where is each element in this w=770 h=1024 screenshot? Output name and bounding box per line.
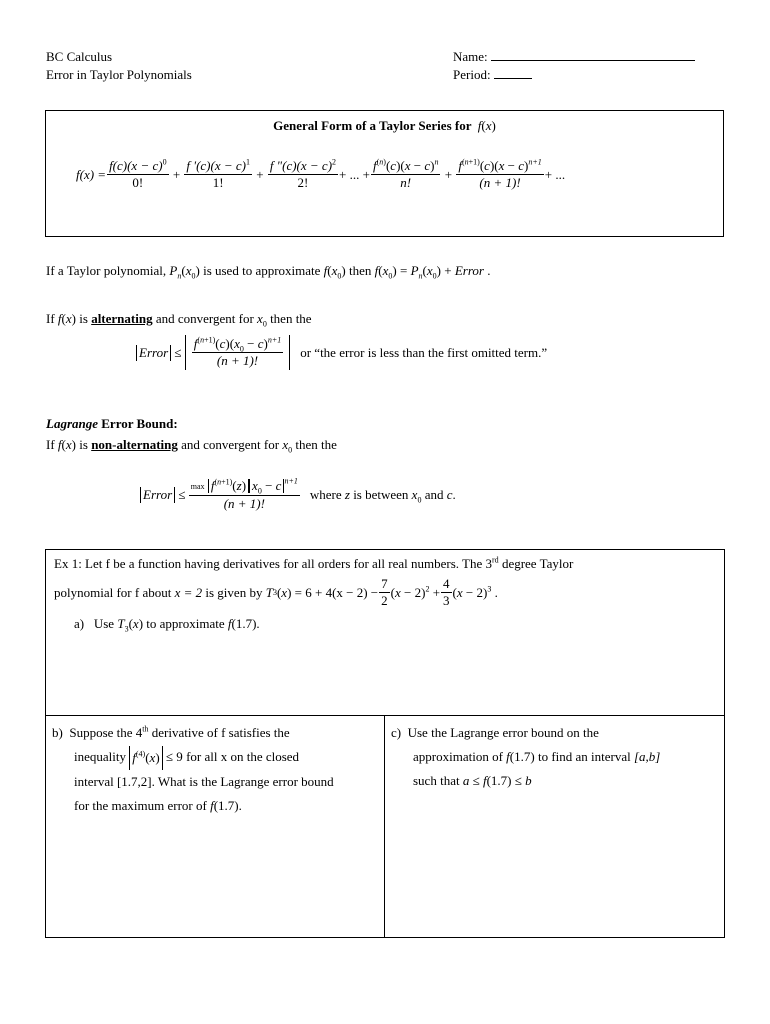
series-tail: + ...	[544, 166, 566, 182]
formula-lhs: f(x) =	[76, 166, 107, 182]
student-info	[453, 48, 695, 84]
alternating-keyword: alternating	[91, 311, 153, 326]
period-label: Period:	[453, 67, 491, 82]
part-b-question: b) Suppose the 4th derivative of f satisfies the inequality $f^{(4)}(x) \le 9$ for all x on the closed interval [1.7,2]. What is the Lagrange error bound for the maximum error of f(1.7).	[52, 724, 334, 814]
part-c-answer-area[interactable]	[391, 800, 719, 933]
term-2: $\frac{f "(c)(x - c)^2}{2!}$	[269, 157, 337, 190]
alternating-error-bound: Error ≤ $\frac{f^{(n+1)}(c)(x_0 - c)^{n+1}}{(n + 1)!}$ or “the error is less than the first omitted term.”	[136, 335, 547, 370]
general-form-title: General Form of a Taylor Series for f(x)	[273, 118, 496, 133]
approximation-statement: If a Taylor polynomial, $P_n(x_0)$ is used to approximate $f(x_0)$ then $f(x_0) = P_n(x_0)$ + Error .	[46, 263, 491, 281]
name-label: Name:	[453, 49, 488, 64]
course-name: BC Calculus	[46, 49, 113, 64]
part-a-answer-area[interactable]	[54, 642, 718, 710]
period-blank[interactable]	[494, 78, 532, 79]
term-n-plus-1: $\frac{f^{(n+1)}(c)(x - c)^{n+1}}{(n + 1)!}$	[458, 157, 542, 190]
alternating-condition: If f(x) is alternating and convergent for $x_0$ then the	[46, 311, 312, 329]
general-form-box	[45, 110, 724, 237]
lagrange-error-bound: Error ≤ $\frac{\max f^{(n+1)}(z) x_0 - c ^{n+1}}{(n + 1)!}$ where z is between $x_0$ and c.	[140, 478, 456, 511]
worksheet-topic: Error in Taylor Polynomials	[46, 67, 192, 82]
series-ellipsis: + ... +	[339, 166, 370, 182]
non-alternating-keyword: non-alternating	[91, 437, 178, 452]
alternating-note: or “the error is less than the first omitted term.”	[300, 344, 548, 360]
part-a-question: a) Use $T_3(x)$ to approximate f(1.7).	[74, 616, 260, 634]
part-b-answer-area[interactable]	[52, 825, 378, 933]
term-1: $\frac{f '(c)(x - c)^1}{1!}$	[186, 157, 250, 190]
term-0: $\frac{f(c)(x - c)^0}{0!}$	[109, 157, 167, 190]
name-blank[interactable]	[491, 60, 695, 61]
lagrange-heading: Lagrange Error Bound: If f(x) is non-alternating and convergent for $x_0$ then the	[46, 416, 337, 455]
example-box	[45, 549, 725, 938]
part-c-question: c) Use the Lagrange error bound on the approximation of f(1.7) to find an interval [a,b] such that a ≤ f(1.7) ≤ b	[391, 725, 661, 788]
course-header	[46, 48, 192, 84]
example-line-1: Ex 1: Let f be a function having derivatives for all orders for all real numbers. The 3rd degree Taylor	[54, 555, 574, 571]
term-n: $\frac{f^{(n)}(c)(x - c)^n}{n!}$	[372, 157, 439, 190]
example-line-2: polynomial for f about x = 2 is given by T 3 ( x ) = 6 + 4(x − 2) − $\frac{7}{2}$ $(x - 2)^2$ + $\frac{4}{3}$ $(x - 2)^3$ .	[54, 576, 498, 608]
taylor-series-formula: f(x) = $\frac{f(c)(x - c)^0}{0!}$ + $\frac{f '(c)(x - c)^1}{1!}$ + $\frac{f "(c)(x - c)^2}{2!}$ + ... + $\frac{f^{(n)}(c)(x - c)^n}{n!}$ + $\frac{f^{(n+1)}(c)(x - c)^{n+1}}{(n + 1)!}$ + ...	[76, 157, 566, 190]
